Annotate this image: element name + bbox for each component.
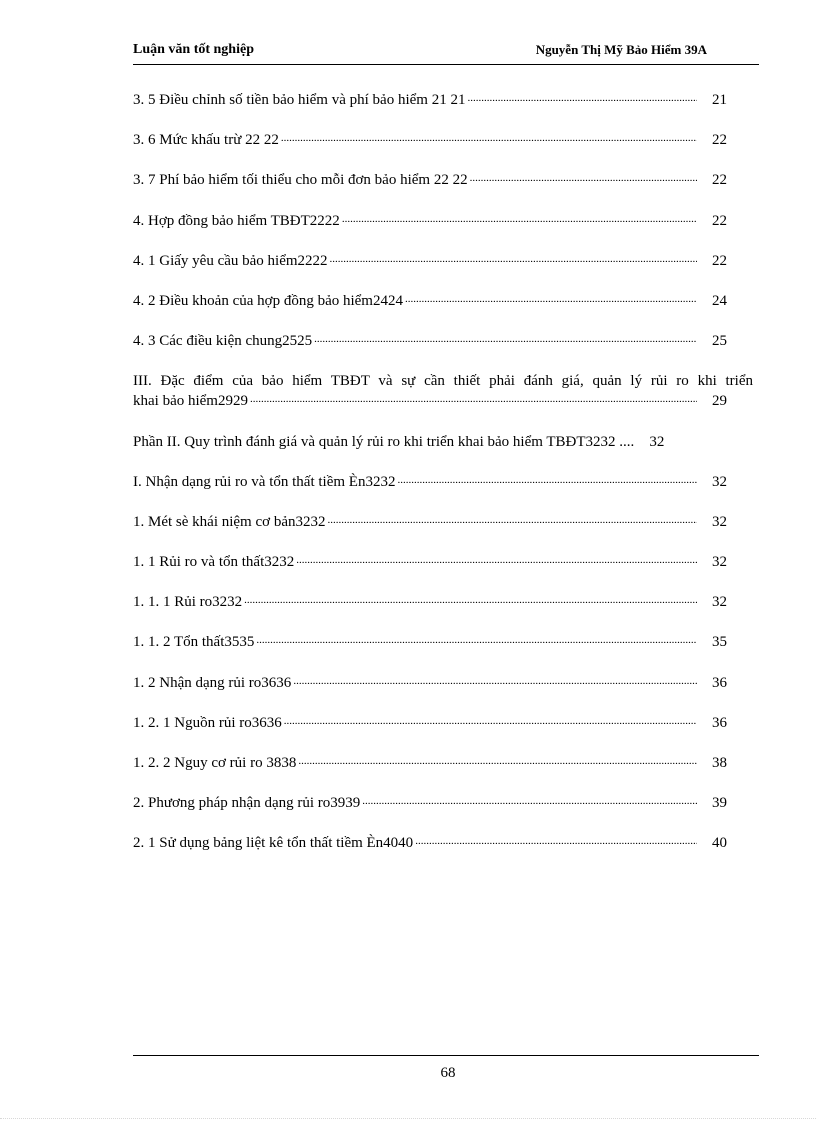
toc-entry-title: 4. 2 Điều khoản của hợp đồng bảo hiểm2424 (133, 292, 403, 309)
toc-entry-page: 24 (712, 292, 727, 309)
toc-entry[interactable] (133, 833, 755, 853)
toc-entry-page: 22 (712, 132, 727, 149)
toc-dot-leader (296, 552, 697, 572)
toc-entry[interactable] (133, 673, 755, 693)
toc-dot-leader (405, 291, 697, 311)
toc-entry[interactable] (133, 211, 755, 231)
toc-dot-leader (281, 130, 697, 150)
header-thesis-title: Luận văn tốt nghiệp (133, 42, 254, 57)
toc-dot-leader (244, 592, 697, 612)
toc-entry-title: Phần II. Quy trình đánh giá và quản lý rủi ro khi triển khai bảo hiểm TBĐT3232 .... (133, 433, 635, 450)
toc-entry[interactable] (133, 432, 755, 452)
toc-dot-leader (284, 713, 697, 733)
toc-entry-title: 3. 7 Phí bảo hiểm tối thiểu cho mỗi đơn bảo hiểm 22 22 (133, 172, 468, 189)
toc-entry-row (133, 170, 755, 190)
toc-entry-title: 1. 1 Rủi ro và tổn thất3232 (133, 554, 295, 571)
toc-entry-page: 22 (712, 172, 727, 189)
toc-dot-leader (397, 472, 697, 492)
toc-dot-leader (342, 211, 697, 231)
header-author: Nguyễn Thị Mỹ Bảo Hiểm 39A (535, 42, 707, 57)
toc-entry-page: 32 (649, 433, 665, 450)
page-bottom-edge (0, 1118, 816, 1119)
toc-entry[interactable] (133, 552, 755, 572)
toc-entry-row (133, 713, 755, 733)
toc-entry-row (133, 833, 755, 853)
toc-entry-page: 32 (712, 594, 727, 611)
toc-entry[interactable] (133, 793, 755, 813)
toc-entry[interactable] (133, 632, 755, 652)
toc-entry[interactable] (133, 512, 755, 532)
toc-entry-title: 2. Phương pháp nhận dạng rủi ro3939 (133, 795, 361, 812)
toc-entry-row (133, 90, 755, 110)
toc-entry-title: 1. 2. 1 Nguồn rủi ro3636 (133, 714, 282, 731)
toc-dot-leader (256, 632, 697, 652)
toc-entry-title: 1. 2 Nhận dạng rủi ro3636 (133, 674, 292, 691)
toc-entry-title: 4. Hợp đồng bảo hiểm TBĐT2222 (133, 212, 340, 229)
toc-entry-row (133, 331, 755, 351)
toc-entry-row (133, 291, 755, 311)
toc-entry-page: 29 (712, 393, 727, 410)
toc-entry-page: 25 (712, 333, 727, 350)
toc-entry-page: 32 (712, 473, 727, 490)
toc-entry-page: 32 (712, 513, 727, 530)
toc-entry-title: 1. 1. 1 Rủi ro3232 (133, 594, 243, 611)
toc-entry-row (133, 552, 755, 572)
toc-entry-page: 36 (712, 714, 727, 731)
toc-entry-title: khai bảo hiểm2929 (133, 393, 248, 410)
toc-entry-row (133, 472, 755, 492)
toc-entry-page: 36 (712, 674, 727, 691)
toc-dot-leader (250, 391, 697, 411)
toc-entry-page: 32 (712, 554, 727, 571)
page-number: 68 (440, 1065, 456, 1081)
toc-entry[interactable] (133, 472, 755, 492)
toc-entry-page: 40 (712, 835, 727, 852)
toc-entry-title: 4. 1 Giấy yêu cầu bảo hiểm2222 (133, 252, 328, 269)
toc-entry-row (133, 130, 755, 150)
toc-entry[interactable] (133, 753, 755, 773)
toc-dot-leader (362, 793, 697, 813)
toc-entry-row (133, 793, 755, 813)
toc-entry[interactable] (133, 90, 755, 110)
footer-divider (133, 1055, 759, 1056)
toc-entry-page: 21 (712, 92, 727, 108)
toc-dot-leader (330, 251, 697, 271)
toc-dot-leader (327, 512, 697, 532)
toc-entry-row (133, 432, 755, 452)
toc-entry[interactable] (133, 291, 755, 311)
toc-dot-leader (467, 90, 697, 110)
toc-entry-title: 3. 6 Mức khấu trừ 22 22 (133, 132, 279, 149)
toc-dot-leader (470, 170, 697, 190)
toc-dot-leader (314, 331, 697, 351)
toc-entry-title: 2. 1 Sử dụng bảng liệt kê tổn thất tiềm Èn4040 (133, 835, 414, 852)
toc-dot-leader (298, 753, 697, 773)
toc-entry[interactable] (133, 331, 755, 351)
toc-entry[interactable] (133, 170, 755, 190)
toc-entry[interactable] (133, 371, 755, 411)
toc-entry-row (133, 512, 755, 532)
toc-entry-row (133, 251, 755, 271)
toc-entry-page: 38 (712, 755, 727, 771)
toc-entry-row (133, 211, 755, 231)
toc-entry-page: 39 (712, 795, 727, 812)
toc-entry-row (133, 753, 755, 773)
toc-entry-title-line1: III. Đặc điểm của bảo hiểm TBĐT và sự cần thiết phải đánh giá, quản lý rủi ro khi triển (133, 373, 753, 390)
toc-entry[interactable] (133, 713, 755, 733)
toc-entry-title: 1. 1. 2 Tổn thất3535 (133, 634, 255, 651)
toc-entry[interactable] (133, 130, 755, 150)
toc-entry[interactable] (133, 592, 755, 612)
toc-entry-title: 3. 5 Điều chỉnh số tiền bảo hiểm và phí bảo hiểm 21 21 (133, 92, 466, 108)
toc-entry-page: 22 (712, 212, 727, 229)
toc-entry-title: 4. 3 Các điều kiện chung2525 (133, 333, 313, 350)
toc-entry-page: 35 (712, 634, 727, 651)
toc-entry-row (133, 632, 755, 652)
toc-entry-row (133, 391, 755, 411)
page-header (133, 42, 759, 65)
toc-dot-leader (415, 833, 697, 853)
toc-entry-title: 1. 2. 2 Nguy cơ rủi ro 3838 (133, 755, 297, 771)
toc-entry-page: 22 (712, 252, 727, 269)
toc-entry-title: 1. Mét sè khái niệm cơ bản3232 (133, 513, 326, 530)
toc-entry-row (133, 673, 755, 693)
table-of-contents (133, 90, 755, 874)
toc-dot-leader (293, 673, 697, 693)
toc-entry-row (133, 592, 755, 612)
toc-entry-title: I. Nhận dạng rủi ro và tổn thất tiềm Èn3232 (133, 473, 396, 490)
toc-entry[interactable] (133, 251, 755, 271)
